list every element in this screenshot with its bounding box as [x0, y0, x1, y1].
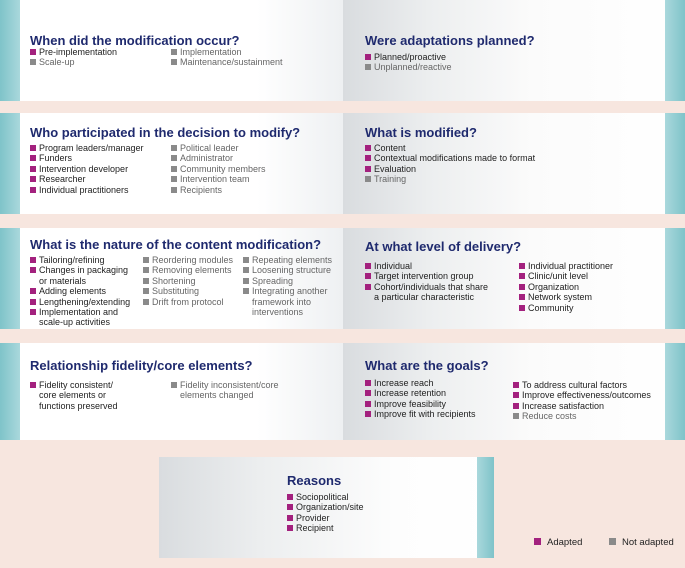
adapted-marker-icon: [287, 504, 293, 510]
list-item-text: Individual practitioners: [39, 184, 129, 195]
list-item-text: functions preserved: [39, 400, 118, 411]
legend-not-adapted: [609, 537, 674, 548]
adapted-marker-icon: [30, 145, 36, 151]
level-title: At what level of delivery?: [365, 239, 522, 254]
adapted-marker-icon: [30, 309, 36, 315]
list-item-text: Contextual modifications made to format: [374, 153, 536, 164]
level-col1: [365, 261, 488, 303]
list-item: [143, 255, 233, 265]
list-item-text: Shortening: [152, 275, 196, 286]
adapted-marker-icon: [30, 176, 36, 182]
list-item: [30, 265, 130, 286]
list-item: [365, 378, 476, 388]
adapted-marker-icon: [365, 390, 371, 396]
when-col2: [171, 47, 283, 68]
list-item-text: Intervention team: [180, 174, 250, 185]
list-item: [30, 380, 118, 411]
list-item-text: Improve fit with recipients: [374, 409, 476, 420]
list-item: [143, 276, 233, 286]
nature-col3: [243, 255, 332, 317]
adapted-marker-icon: [30, 288, 36, 294]
list-item: [365, 174, 535, 184]
not-adapted-marker-icon: [30, 59, 36, 65]
list-item-text: scale-up activities: [39, 317, 111, 328]
list-item-text: or materials: [39, 275, 87, 286]
list-item: [519, 303, 613, 313]
list-item: [519, 282, 613, 292]
not-adapted-marker-icon: [513, 413, 519, 419]
list-item: [143, 297, 233, 307]
adapted-marker-icon: [30, 155, 36, 161]
list-item: [287, 502, 364, 512]
list-item-text: Maintenance/sustainment: [180, 57, 283, 68]
list-item-text: Community members: [180, 163, 266, 174]
list-item: [365, 399, 476, 409]
list-item: [365, 52, 452, 62]
list-item: [30, 153, 144, 163]
adapted-marker-icon: [513, 403, 519, 409]
when-col1: [30, 47, 117, 68]
list-item: [243, 255, 332, 265]
not-adapted-marker-icon: [365, 64, 371, 70]
adapted-marker-icon: [513, 392, 519, 398]
adapted-marker-icon: [365, 155, 371, 161]
list-item: [171, 57, 283, 67]
not-adapted-marker-icon: [243, 278, 249, 284]
not-adapted-marker-icon: [243, 288, 249, 294]
fidelity-title: Relationship fidelity/core elements?: [30, 358, 253, 373]
adapted-marker-icon: [519, 263, 525, 269]
adapted-marker-icon: [287, 494, 293, 500]
list-item: [365, 164, 535, 174]
list-item: [30, 164, 144, 174]
not-adapted-marker-icon: [243, 267, 249, 273]
adapted-marker-icon: [365, 411, 371, 417]
adapted-marker-icon: [30, 257, 36, 263]
list-item: [365, 153, 535, 163]
list-item: [365, 143, 535, 153]
list-item-text: Tailoring/refining: [39, 255, 105, 265]
list-item-text: Lengthening/extending: [39, 296, 131, 307]
list-item-text: framework into: [252, 296, 312, 307]
list-item: [365, 282, 488, 303]
list-item-text: Political leader: [180, 143, 239, 153]
not-adapted-marker-icon: [171, 145, 177, 151]
list-item-text: Sociopolitical: [296, 492, 349, 502]
nature-col2: [143, 255, 233, 307]
list-item-text: Network system: [528, 292, 593, 303]
list-item: [365, 388, 476, 398]
list-item: [30, 297, 130, 307]
adapted-marker-icon: [30, 382, 36, 388]
list-item: [30, 185, 144, 195]
list-item-text: Unplanned/reactive: [374, 62, 452, 73]
list-item: [30, 255, 130, 265]
list-item-text: Loosening structure: [252, 265, 332, 276]
not-adapted-marker-icon: [365, 176, 371, 182]
list-item-text: core elements or: [39, 390, 107, 401]
list-item-text: Increase retention: [374, 388, 447, 399]
adapted-marker-icon: [365, 166, 371, 172]
adapted-marker-icon: [365, 273, 371, 279]
list-item-text: Reordering modules: [152, 255, 234, 265]
list-item-text: Recipient: [296, 523, 334, 534]
list-item: [365, 62, 452, 72]
list-item-text: Planned/proactive: [374, 52, 447, 62]
not-adapted-marker-icon: [143, 278, 149, 284]
not-adapted-marker-icon: [171, 176, 177, 182]
list-item-text: Increase reach: [374, 378, 434, 388]
list-item-text: Administrator: [180, 153, 234, 164]
list-item: [30, 47, 117, 57]
adapted-marker-icon: [365, 263, 371, 269]
list-item-text: Pre-implementation: [39, 47, 118, 57]
list-item-text: Improve effectiveness/outcomes: [522, 390, 651, 401]
list-item: [30, 57, 117, 67]
list-item: [30, 143, 144, 153]
list-item: [365, 271, 488, 281]
list-item: [171, 174, 266, 184]
adapted-marker-icon: [365, 401, 371, 407]
list-item-text: Changes in packaging: [39, 265, 129, 276]
not-adapted-marker-icon: [171, 49, 177, 55]
not-adapted-marker-icon: [143, 267, 149, 273]
list-item-text: Scale-up: [39, 57, 75, 68]
adapted-marker-icon: [30, 267, 36, 273]
adapted-marker-icon: [287, 515, 293, 521]
list-item-text: Fidelity inconsistent/core: [180, 380, 279, 390]
list-item: [287, 523, 364, 533]
list-item-text: Provider: [296, 512, 330, 523]
list-item-text: Reduce costs: [522, 411, 577, 422]
adapted-marker-icon: [519, 273, 525, 279]
list-item-text: Implementation: [180, 47, 242, 57]
adapted-marker-icon: [30, 49, 36, 55]
list-item-text: To address cultural factors: [522, 380, 628, 390]
list-item: [287, 492, 364, 502]
list-item: [171, 47, 283, 57]
list-item: [171, 164, 266, 174]
adapted-marker-icon: [519, 305, 525, 311]
adapted-marker-icon: [365, 284, 371, 290]
list-item-text: interventions: [252, 307, 304, 318]
list-item: [171, 153, 266, 163]
list-item: [143, 265, 233, 275]
not-adapted-marker-icon: [171, 155, 177, 161]
list-item: [171, 185, 266, 195]
not-adapted-marker-icon: [171, 382, 177, 388]
who-col2: [171, 143, 266, 195]
adapted-marker-icon: [513, 382, 519, 388]
list-item-text: Improve feasibility: [374, 398, 447, 409]
reasons-title: Reasons: [287, 473, 342, 488]
list-item: [519, 261, 613, 271]
list-item-text: Training: [374, 174, 407, 185]
list-item: [243, 265, 332, 275]
goals-title: What are the goals?: [365, 358, 489, 373]
not-adapted-swatch-icon: [609, 538, 616, 545]
list-item-text: Researcher: [39, 174, 86, 185]
not-adapted-marker-icon: [171, 59, 177, 65]
list-item: [287, 513, 364, 523]
list-item-text: Community: [528, 302, 574, 313]
list-item: [513, 401, 651, 411]
adapted-marker-icon: [30, 166, 36, 172]
not-adapted-marker-icon: [143, 257, 149, 263]
reasons-col1: [287, 492, 364, 534]
list-item: [513, 411, 651, 421]
not-adapted-marker-icon: [143, 288, 149, 294]
list-item: [30, 286, 130, 296]
list-item: [243, 286, 332, 317]
planned-col1: [365, 52, 452, 73]
list-item: [143, 286, 233, 296]
adapted-marker-icon: [30, 187, 36, 193]
list-item-text: Fidelity consistent/: [39, 380, 114, 390]
list-item: [243, 276, 332, 286]
list-item-text: Removing elements: [152, 265, 232, 276]
list-item-text: Content: [374, 143, 406, 153]
when-title: When did the modification occur?: [30, 33, 240, 48]
fidelity-col1: [30, 380, 118, 411]
who-col1: [30, 143, 144, 195]
list-item-text: Organization/site: [296, 502, 364, 513]
list-item-text: a particular characteristic: [374, 292, 475, 303]
who-title: Who participated in the decision to modify?: [30, 125, 301, 140]
adapted-marker-icon: [365, 380, 371, 386]
legend-adapted-label: Adapted: [547, 537, 583, 548]
list-item: [365, 261, 488, 271]
legend-not-adapted-label: Not adapted: [622, 537, 674, 548]
adapted-marker-icon: [365, 145, 371, 151]
not-adapted-marker-icon: [171, 166, 177, 172]
adapted-swatch-icon: [534, 538, 541, 545]
list-item-text: Individual practitioner: [528, 261, 614, 271]
not-adapted-marker-icon: [143, 299, 149, 305]
planned-title: Were adaptations planned?: [365, 33, 535, 48]
list-item-text: Repeating elements: [252, 255, 333, 265]
list-item: [30, 174, 144, 184]
list-item-text: elements changed: [180, 390, 254, 401]
list-item: [519, 271, 613, 281]
list-item-text: Spreading: [252, 275, 294, 286]
list-item-text: Target intervention group: [374, 271, 474, 282]
list-item: [171, 143, 266, 153]
nature-col1: [30, 255, 130, 328]
list-item-text: Increase satisfaction: [522, 400, 605, 411]
list-item-text: Organization: [528, 281, 580, 292]
list-item-text: Adding elements: [39, 286, 107, 297]
list-item-text: Clinic/unit level: [528, 271, 589, 282]
list-item-text: Substituting: [152, 286, 200, 297]
list-item-text: Integrating another: [252, 286, 328, 297]
fidelity-col2: [171, 380, 279, 401]
list-item: [519, 292, 613, 302]
list-item-text: Implementation and: [39, 307, 119, 318]
list-item-text: Evaluation: [374, 163, 417, 174]
list-item: [365, 409, 476, 419]
list-item-text: Funders: [39, 153, 73, 164]
list-item: [513, 390, 651, 400]
goals-col2: [513, 380, 651, 422]
adapted-marker-icon: [519, 294, 525, 300]
adapted-marker-icon: [365, 54, 371, 60]
adapted-marker-icon: [30, 299, 36, 305]
what-col1: [365, 143, 535, 185]
list-item-text: Intervention developer: [39, 163, 129, 174]
list-item: [30, 307, 130, 328]
not-adapted-marker-icon: [243, 257, 249, 263]
what-title: What is modified?: [365, 125, 477, 140]
list-item-text: Drift from protocol: [152, 296, 224, 307]
list-item: [171, 380, 279, 401]
legend-adapted: [534, 537, 582, 548]
adapted-marker-icon: [519, 284, 525, 290]
list-item-text: Individual: [374, 261, 413, 271]
list-item: [513, 380, 651, 390]
list-item-text: Program leaders/manager: [39, 143, 144, 153]
adapted-marker-icon: [287, 525, 293, 531]
list-item-text: Cohort/individuals that share: [374, 281, 489, 292]
not-adapted-marker-icon: [171, 187, 177, 193]
level-col2: [519, 261, 613, 313]
goals-col1: [365, 378, 476, 420]
nature-title: What is the nature of the content modification?: [30, 237, 322, 252]
list-item-text: Recipients: [180, 184, 223, 195]
